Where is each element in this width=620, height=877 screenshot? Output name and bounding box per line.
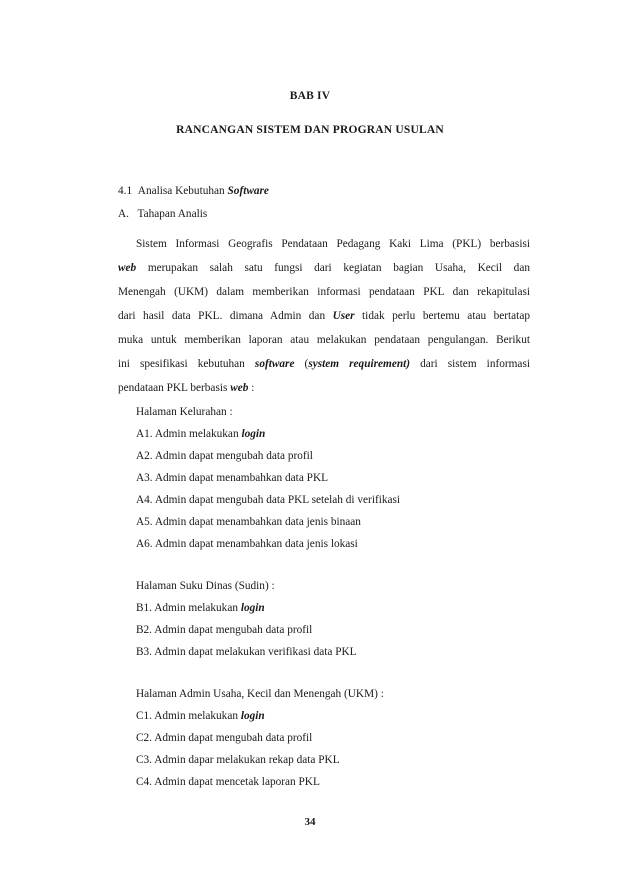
software-term: software bbox=[254, 358, 295, 370]
list-item: A3. Admin dapat menambahkan data PKL bbox=[136, 472, 329, 484]
paragraph-text: ini spesifikasi kebutuhan bbox=[118, 358, 245, 370]
section-text: Analisa Kebutuhan bbox=[137, 185, 228, 197]
paragraph-line-7 bbox=[118, 382, 254, 394]
list-item bbox=[136, 602, 265, 614]
login-term: login bbox=[241, 428, 266, 440]
list-item-text: B1. Admin melakukan bbox=[136, 602, 241, 614]
section-number: 4.1 bbox=[118, 185, 133, 197]
web-term: web bbox=[230, 382, 249, 394]
subsection-text: Tahapan Analis bbox=[137, 208, 208, 220]
list-item: A5. Admin dapat menambahkan data jenis binaan bbox=[136, 516, 361, 528]
list-item-text: A1. Admin melakukan bbox=[136, 428, 242, 440]
paragraph-line-4 bbox=[118, 310, 530, 322]
paragraph-text: pendataan PKL berbasis bbox=[118, 382, 228, 394]
paragraph-line-6 bbox=[118, 358, 530, 370]
paragraph-text: : bbox=[248, 382, 255, 394]
page-number: 34 bbox=[304, 816, 316, 828]
section-emphasis: Software bbox=[227, 185, 269, 197]
list-item: A6. Admin dapat menambahkan data jenis lokasi bbox=[136, 538, 358, 550]
paragraph-text: tidak perlu bertemu atau bertatap bbox=[362, 310, 530, 322]
system-requirement-term: system requirement) bbox=[308, 358, 411, 370]
web-term: web bbox=[118, 262, 137, 274]
list-item: A2. Admin dapat mengubah data profil bbox=[136, 450, 313, 462]
list-item: C4. Admin dapat mencetak laporan PKL bbox=[136, 776, 320, 788]
list-item: C2. Admin dapat mengubah data profil bbox=[136, 732, 313, 744]
chapter-heading: BAB IV bbox=[289, 90, 331, 102]
paragraph-text: merupakan salah satu fungsi dari kegiatan bagian Usaha, Kecil dan bbox=[147, 262, 530, 274]
ukm-heading: Halaman Admin Usaha, Kecil dan Menengah (UKM) : bbox=[136, 688, 384, 700]
paragraph-line-3: Menengah (UKM) dalam memberikan informasi pendataan PKL dan rekapitulasi bbox=[118, 286, 530, 298]
kelurahan-heading: Halaman Kelurahan : bbox=[136, 406, 233, 418]
section-heading bbox=[118, 185, 269, 197]
paragraph-line-2 bbox=[118, 262, 530, 274]
list-item: B2. Admin dapat mengubah data profil bbox=[136, 624, 313, 636]
paragraph-text: dari sistem informasi bbox=[420, 358, 530, 370]
paragraph-line-1: Sistem Informasi Geografis Pendataan Pedagang Kaki Lima (PKL) berbasisi bbox=[136, 238, 530, 250]
list-item-text: C1. Admin melakukan bbox=[136, 710, 241, 722]
list-item bbox=[136, 710, 265, 722]
paragraph-text: dari hasil data PKL. dimana Admin dan bbox=[118, 310, 326, 322]
user-term: User bbox=[332, 310, 355, 322]
chapter-title: RANCANGAN SISTEM DAN PROGRAN USULAN bbox=[176, 124, 444, 136]
list-item: C3. Admin dapar melakukan rekap data PKL bbox=[136, 754, 340, 766]
list-item bbox=[136, 428, 265, 440]
login-term: login bbox=[240, 710, 265, 722]
sudin-heading: Halaman Suku Dinas (Sudin) : bbox=[136, 580, 275, 592]
list-item: A4. Admin dapat mengubah data PKL setelah di verifikasi bbox=[136, 494, 401, 506]
paragraph-text: ( bbox=[304, 358, 309, 370]
list-item: B3. Admin dapat melakukan verifikasi data PKL bbox=[136, 646, 357, 658]
login-term: login bbox=[240, 602, 265, 614]
subsection-heading bbox=[118, 208, 207, 220]
subsection-letter: A. bbox=[118, 208, 129, 220]
paragraph-line-5: muka untuk memberikan laporan atau melakukan pendataan pengulangan. Berikut bbox=[118, 334, 530, 346]
